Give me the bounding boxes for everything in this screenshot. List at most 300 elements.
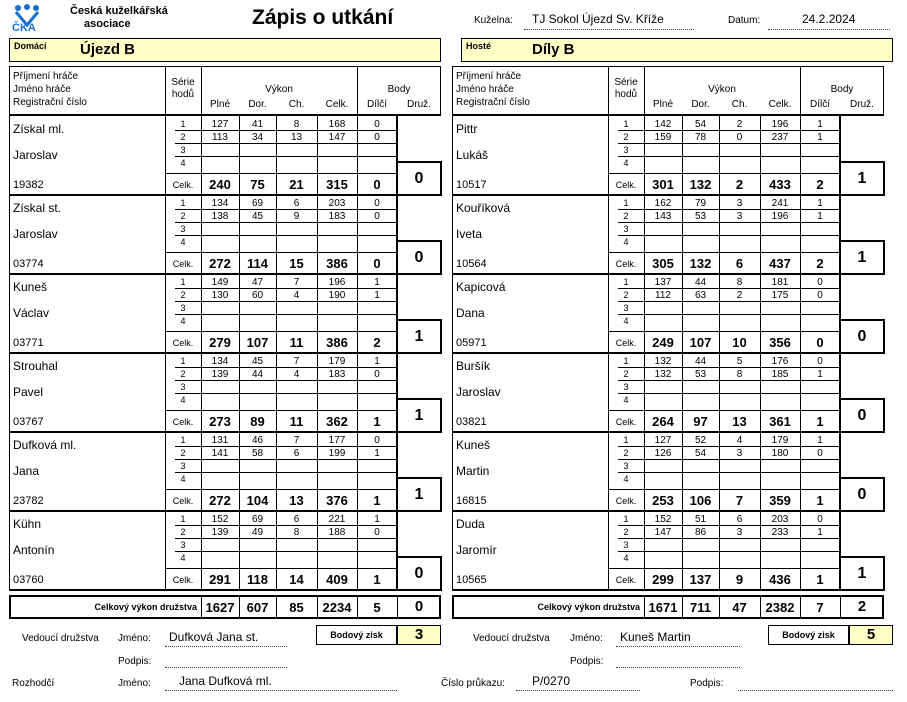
block-left-rule [9,353,10,432]
player-surname: Získal ml. [13,122,65,136]
player-surname: Kuneš [456,438,491,452]
org-line1: Česká kuželkářská [70,5,168,17]
player-firstname: Dana [456,306,485,320]
referee-label: Rozhodčí [12,678,55,689]
total-value: 14 [289,572,304,587]
col-header-body: Body [830,84,854,95]
series-number: 3 [623,303,629,313]
away-sign-field[interactable] [616,653,740,668]
total-value: 249 [652,335,674,350]
series-value: 132 [654,356,672,367]
col-header-surname: Příjmení hráče [13,71,79,82]
col-header-plne: Plné [652,99,673,110]
series-number: 3 [623,145,629,155]
series-row-rule [618,156,840,157]
block-left-rule [452,116,453,195]
col-header-plne: Plné [209,99,230,110]
series-value: 52 [694,435,707,446]
block-left-rule [452,353,453,432]
player-firstname: Lukáš [456,148,489,162]
total-row-rule [608,331,840,332]
org-line2: asociace [84,18,131,30]
total-value: 107 [689,335,712,350]
series-value: 181 [771,277,789,288]
total-value: 13 [289,493,304,508]
total-value: 137 [689,572,712,587]
org-name [70,5,168,31]
date-field[interactable] [768,12,890,30]
series-value: 0 [817,290,823,301]
team-total-value: 5 [373,600,381,615]
series-value: 8 [736,369,743,380]
series-row-rule [618,393,840,394]
header-left-rule [9,66,10,114]
col-header-firstname: Jméno hráče [456,84,514,95]
col-header-celk: Celk. [768,99,792,110]
series-value: 179 [771,435,789,446]
series-value: 0 [374,132,380,143]
away-label: Hosté [466,41,492,51]
series-value: 1 [817,132,823,143]
col-header-vykon: Výkon [265,84,293,95]
series-value: 112 [655,290,671,301]
total-value: 104 [246,493,269,508]
away-sign-label: Podpis: [570,656,604,667]
series-value: 2 [736,119,743,130]
total-label: Celk. [615,180,637,190]
player-firstname: Václav [13,306,50,320]
series-value: 0 [817,448,823,459]
player-surname: Pittr [456,122,478,136]
series-value: 5 [736,356,743,367]
series-number: 4 [180,316,186,326]
total-value: 437 [769,256,791,271]
series-row-rule [175,156,397,157]
total-label: Celk. [172,259,194,269]
header-left-rule [452,66,453,114]
total-value: 359 [769,493,791,508]
series-value: 131 [211,435,229,446]
col-header-dilci: Dílčí [367,99,387,110]
home-leader-name: Dufková Jana st. [169,630,259,644]
series-value: 0 [736,132,743,143]
col-header-series2: hodů [614,89,638,100]
away-bodovy-label: Bodový zisk [768,625,849,645]
player-surname: Duda [456,517,485,531]
series-number: 3 [180,224,186,234]
team-total-value: 1671 [648,600,678,615]
total-value: 114 [247,256,268,271]
total-value: 9 [735,572,744,587]
series-number: 4 [623,474,629,484]
player-block [9,116,441,195]
total-value: 2 [816,177,824,192]
series-value: 1 [817,198,823,209]
series-number: 4 [623,553,629,563]
series-number: 1 [623,198,629,208]
player-block [452,116,884,195]
total-row-rule [608,410,840,411]
player-reg-number: 10564 [456,258,487,270]
series-number: 1 [180,514,186,524]
series-value: 126 [654,448,672,459]
team-point: 1 [396,398,442,433]
away-leader-name-label: Jméno: [570,633,603,644]
home-leader-name-label: Jméno: [118,633,151,644]
total-value: 11 [289,414,304,429]
player-surname: Kühn [13,517,42,531]
series-number: 1 [623,514,629,524]
series-number: 3 [623,382,629,392]
total-value: 106 [689,493,712,508]
series-value: 0 [817,277,823,288]
team-total-value: 607 [246,600,269,615]
series-value: 44 [694,277,707,288]
series-value: 3 [736,198,743,209]
team-point: 0 [396,240,442,275]
header-top-rule [9,66,441,67]
series-value: 175 [771,290,789,301]
home-table [9,66,441,592]
total-value: 1 [373,493,381,508]
series-value: 159 [654,132,672,143]
series-value: 221 [328,514,346,525]
total-value: 361 [769,414,791,429]
total-value: 299 [652,572,674,587]
series-value: 60 [251,290,264,301]
series-value: 8 [736,277,743,288]
series-row-rule [175,314,397,315]
player-block [452,274,884,353]
series-value: 4 [293,290,300,301]
series-value: 9 [293,211,300,222]
referee-name: Jana Dufková ml. [179,674,272,688]
series-value: 152 [654,514,672,525]
date-value: 24.2.2024 [802,12,856,26]
block-left-rule [9,511,10,590]
total-value: 264 [652,414,674,429]
series-row-rule [175,235,397,236]
series-value: 152 [211,514,229,525]
total-value: 11 [289,335,304,350]
team-point: 1 [396,319,442,354]
player-block [9,274,441,353]
series-value: 4 [736,435,743,446]
series-number: 2 [180,211,186,221]
series-value: 1 [374,356,380,367]
series-value: 6 [293,448,300,459]
referee-card: P/0270 [532,674,571,688]
series-value: 127 [654,435,672,446]
series-number: 3 [180,145,186,155]
series-value: 141 [211,448,229,459]
player-surname: Dufková ml. [13,438,77,452]
series-value: 177 [328,435,346,446]
total-value: 1 [373,414,381,429]
away-table [452,66,893,592]
series-value: 183 [328,369,346,380]
series-value: 53 [694,369,707,380]
player-block [452,353,884,432]
col-header-surname: Příjmení hráče [456,71,522,82]
series-value: 6 [293,514,300,525]
team-total-value: 0 [414,598,424,615]
player-reg-number: 05971 [456,337,487,349]
series-number: 3 [180,461,186,471]
series-number: 2 [180,527,186,537]
series-number: 4 [623,237,629,247]
series-value: 142 [654,119,672,130]
series-value: 183 [328,211,346,222]
page-title: Zápis o utkání [252,6,394,29]
total-row-rule [608,489,840,490]
player-surname: Kapicová [456,280,506,294]
venue-field[interactable] [524,12,694,30]
total-label: Celk. [172,180,194,190]
col-header-dor: Dor. [691,99,710,110]
total-value: 356 [769,335,791,350]
series-number: 4 [623,158,629,168]
total-row-rule [165,173,397,174]
block-bottom-rule [452,589,884,591]
series-value: 1 [817,369,823,380]
series-value: 134 [211,198,229,209]
series-row-rule [618,314,840,315]
col-header-vykon: Výkon [708,84,736,95]
referee-sign-field[interactable] [738,674,893,691]
player-surname: Buršík [456,359,491,373]
series-number: 3 [180,540,186,550]
series-value: 0 [817,356,823,367]
block-left-rule [9,116,10,195]
series-number: 1 [180,356,186,366]
col-header-celk: Celk. [325,99,349,110]
series-value: 3 [736,527,743,538]
total-value: 253 [652,493,674,508]
series-number: 2 [180,132,186,142]
home-leader-name-field[interactable] [165,630,287,647]
series-value: 113 [212,132,228,143]
player-firstname: Jaroslav [13,227,58,241]
series-value: 176 [771,356,789,367]
total-label: Celk. [172,417,194,427]
logo-text: ČKA [12,22,36,34]
block-left-rule [452,511,453,590]
total-row-rule [165,410,397,411]
total-value: 21 [289,177,304,192]
series-number: 2 [623,448,629,458]
col-header-reg: Registrační číslo [13,97,87,108]
team-total-label: Celkový výkon družstva [94,602,197,612]
series-value: 139 [211,369,229,380]
total-value: 240 [209,177,231,192]
player-surname: Získal st. [13,201,62,215]
team-point: 1 [839,161,885,196]
col-header-druz: Druž. [407,99,431,110]
col-header-ch: Ch. [731,99,748,110]
series-number: 4 [623,316,629,326]
player-reg-number: 23782 [13,495,44,507]
total-value: 2 [373,335,381,350]
team-total-value: 1627 [205,600,235,615]
block-left-rule [9,274,10,353]
total-value: 0 [373,177,381,192]
series-value: 69 [251,198,264,209]
referee-name-field[interactable] [165,674,397,691]
player-reg-number: 16815 [456,495,487,507]
series-value: 8 [293,527,300,538]
series-value: 203 [328,198,346,209]
series-value: 1 [817,211,823,222]
team-point: 0 [396,161,442,196]
player-firstname: Pavel [13,385,44,399]
player-firstname: Jaromír [456,543,497,557]
total-row-rule [608,173,840,174]
series-value: 46 [251,435,264,446]
series-value: 130 [211,290,229,301]
team-point: 1 [839,556,885,591]
total-row-rule [165,489,397,490]
away-team-bar [461,38,893,62]
block-left-rule [9,195,10,274]
home-label: Domácí [14,41,47,51]
series-value: 0 [374,527,380,538]
total-value: 1 [816,414,824,429]
col-header-series1: Série [614,77,638,88]
player-firstname: Iveta [456,227,483,241]
series-row-rule [175,472,397,473]
series-number: 3 [180,303,186,313]
player-surname: Kuneš [13,280,48,294]
series-number: 4 [180,158,186,168]
series-number: 1 [180,198,186,208]
series-value: 1 [817,527,823,538]
series-value: 149 [211,277,229,288]
series-value: 51 [694,514,707,525]
series-value: 179 [328,356,346,367]
col-header-series1: Série [171,77,195,88]
series-number: 1 [180,277,186,287]
series-value: 54 [694,119,707,130]
series-value: 190 [328,290,346,301]
away-leader-name-field[interactable] [616,630,740,647]
player-block [452,432,884,511]
total-row-rule [165,252,397,253]
series-value: 143 [654,211,672,222]
series-value: 4 [293,369,300,380]
away-team-total [452,595,893,619]
total-value: 6 [735,256,744,271]
total-value: 362 [326,414,348,429]
player-reg-number: 10565 [456,574,487,586]
away-team-name: Díly B [532,41,575,58]
total-value: 409 [326,572,348,587]
series-value: 79 [694,198,707,209]
total-value: 10 [732,335,747,350]
team-total-value: 711 [690,600,711,615]
col-header-reg: Registrační číslo [456,97,530,108]
total-value: 1 [373,572,381,587]
total-row-rule [608,568,840,569]
player-surname: Kouříková [456,201,511,215]
series-value: 233 [771,527,789,538]
col-header-dor: Dor. [248,99,267,110]
block-left-rule [9,432,10,511]
series-value: 7 [293,435,300,446]
player-reg-number: 19382 [13,179,44,191]
total-value: 13 [732,414,747,429]
team-point: 1 [396,477,442,512]
series-value: 63 [694,290,707,301]
series-number: 1 [623,435,629,445]
player-block [452,511,884,590]
total-value: 118 [247,572,268,587]
total-value: 386 [326,335,348,350]
series-number: 3 [623,540,629,550]
series-row-rule [618,472,840,473]
total-value: 386 [326,256,348,271]
total-label: Celk. [615,575,637,585]
series-number: 2 [623,132,629,142]
series-number: 4 [180,395,186,405]
series-value: 241 [771,198,789,209]
series-number: 4 [180,237,186,247]
total-value: 1 [816,493,824,508]
series-number: 3 [623,461,629,471]
total-value: 315 [326,177,348,192]
away-leader-name: Kuneš Martin [620,630,691,644]
total-value: 7 [735,493,744,508]
series-value: 134 [211,356,229,367]
player-reg-number: 03771 [13,337,44,349]
referee-card-field[interactable] [516,674,640,691]
series-value: 1 [374,514,380,525]
player-reg-number: 10517 [456,179,487,191]
home-team-name: Újezd B [80,41,136,58]
total-label: Celk. [615,259,637,269]
series-number: 2 [623,527,629,537]
home-leader-label: Vedoucí družstva [22,633,99,644]
series-value: 137 [654,277,672,288]
series-value: 78 [694,132,707,143]
venue-label: Kuželna: [474,15,513,26]
home-sign-field[interactable] [165,653,287,668]
referee-sign-label: Podpis: [690,678,724,689]
total-value: 0 [816,335,824,350]
series-value: 1 [374,290,380,301]
series-value: 53 [694,211,707,222]
series-value: 6 [293,198,300,209]
series-value: 7 [293,356,300,367]
player-firstname: Jaroslav [13,148,58,162]
total-row-rule [165,331,397,332]
series-value: 47 [251,277,264,288]
series-value: 0 [374,435,380,446]
series-value: 45 [251,356,264,367]
total-value: 2 [816,256,824,271]
series-number: 4 [180,553,186,563]
team-total-value: 85 [289,600,304,615]
series-value: 0 [374,198,380,209]
series-value: 147 [328,132,346,143]
series-value: 2 [736,290,743,301]
total-value: 75 [250,177,265,192]
series-value: 1 [817,435,823,446]
player-block [9,432,441,511]
home-team-total [0,595,441,619]
referee-name-label: Jméno: [118,678,151,689]
total-value: 15 [289,256,304,271]
